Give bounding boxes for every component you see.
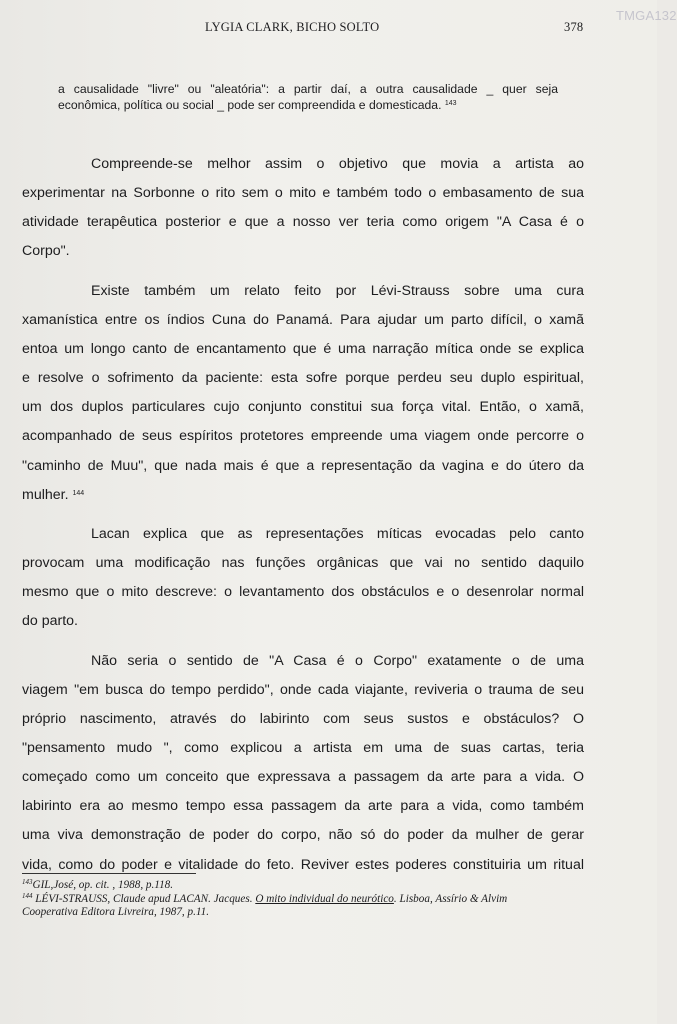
- text-line: e resolve o sofrimento da paciente: esta sofre porque perdeu seu duplo espiritual,: [22, 370, 584, 387]
- footnote-143: [22, 879, 592, 893]
- text-line: uma viva demonstração de poder do corpo, não só do poder da mulher de gerar: [22, 827, 584, 844]
- text-line: mesmo que o mito descreve: o levantamento dos obstáculos e o desenrolar normal: [22, 584, 584, 601]
- page-number: 378: [564, 20, 584, 34]
- footnote-144-continued: Cooperativa Editora Livreira, 1987, p.11.: [22, 906, 210, 918]
- text-line: Lacan explica que as representações míticas evocadas pelo canto: [91, 525, 584, 542]
- text-line: Compreende-se melhor assim o objetivo que movia a artista ao: [91, 156, 584, 172]
- text-line: começado como um conceito que expressava a passagem da arte para a vida. O: [22, 769, 584, 786]
- paragraph-3: [22, 520, 584, 637]
- footnote-book-title: O mito individual do neurótico: [255, 892, 394, 905]
- footnote-text: GIL,José, op. cit. , 1988, p.118.: [32, 879, 174, 891]
- text-line: do parto.: [22, 613, 79, 630]
- text-line: provocam uma modificação nas funções orgânicas que vai no sentido daquilo: [22, 555, 584, 572]
- text-line: "caminho de Muu", que nada mais é que a representação da vagina e do útero da: [22, 457, 584, 474]
- text-line: Existe também um relato feito por Lévi-Strauss sobre uma cura: [91, 282, 584, 299]
- text-line: xamanística entre os índios Cuna do Panamá. Para ajudar um parto difícil, o xamã: [22, 311, 584, 328]
- body-text: [22, 150, 584, 890]
- footnote-number: 143: [22, 878, 33, 886]
- text-line: Corpo".: [22, 243, 70, 260]
- text-line: um dos duplos particulares cujo conjunto constitui sua força vital. Então, o xamã,: [22, 399, 584, 416]
- text-line-with-ref: [22, 481, 584, 510]
- footnote-number: 144: [22, 891, 33, 900]
- running-header: [0, 8, 677, 38]
- quote-line-2: econômica, política ou social _ pode ser compreendida e domesticada.: [58, 97, 442, 112]
- text-line: próprio nascimento, através do labirinto com seus sustos e obstáculos? O: [22, 710, 584, 727]
- footnote-text: LÉVI-STRAUSS, Claude apud LACAN. Jacques.: [35, 892, 256, 905]
- text-line: vida, como do poder e vitalidade do feto. Reviver estes poderes constituiria um ritual: [22, 856, 584, 873]
- text-line: atividade terapêutica posterior e que a nosso ver teria como origem "A Casa é o: [22, 214, 584, 231]
- text-line: experimentar na Sorbonne o rito sem o mito e também todo o embasamento de sua: [22, 185, 584, 202]
- text-line: labirinto era ao mesmo tempo essa passagem da arte para a vida, como também: [22, 798, 584, 815]
- text-line: mulher.: [22, 486, 69, 503]
- footnote-text: . Lisboa, Assírio & Alvim: [393, 892, 508, 905]
- footnotes: [22, 879, 592, 920]
- block-quote: [58, 82, 558, 113]
- archive-stamp: TMGA132: [616, 8, 677, 23]
- text-line: entoa um longo canto de encantamento que é uma narração mítica onde se explica: [22, 340, 584, 357]
- footnote-ref-144: 144: [72, 489, 85, 497]
- footnote-ref-143: 143: [444, 99, 457, 107]
- text-line: viagem "em busca do tempo perdido", onde cada viajante, reviveria o trauma de seu: [22, 681, 584, 698]
- text-line: acompanhado de seus espíritos protetores empreende uma viagem onde percorre o: [22, 428, 584, 445]
- text-line: Não seria o sentido de "A Casa é o Corpo" exatamente o de uma: [91, 652, 584, 669]
- header-title: LYGIA CLARK, BICHO SOLTO: [205, 20, 380, 34]
- paragraph-1: [22, 150, 584, 267]
- paragraph-2: [22, 277, 584, 510]
- footnote-separator: [22, 873, 196, 874]
- quote-line-1: a causalidade "livre" ou "aleatória": a partir daí, a outra causalidade _ quer seja: [58, 82, 558, 96]
- text-line: "pensamento mudo ", como explicou a artista em uma de suas cartas, teria: [22, 739, 584, 756]
- footnote-144: [22, 893, 592, 907]
- paragraph-4: [22, 647, 584, 880]
